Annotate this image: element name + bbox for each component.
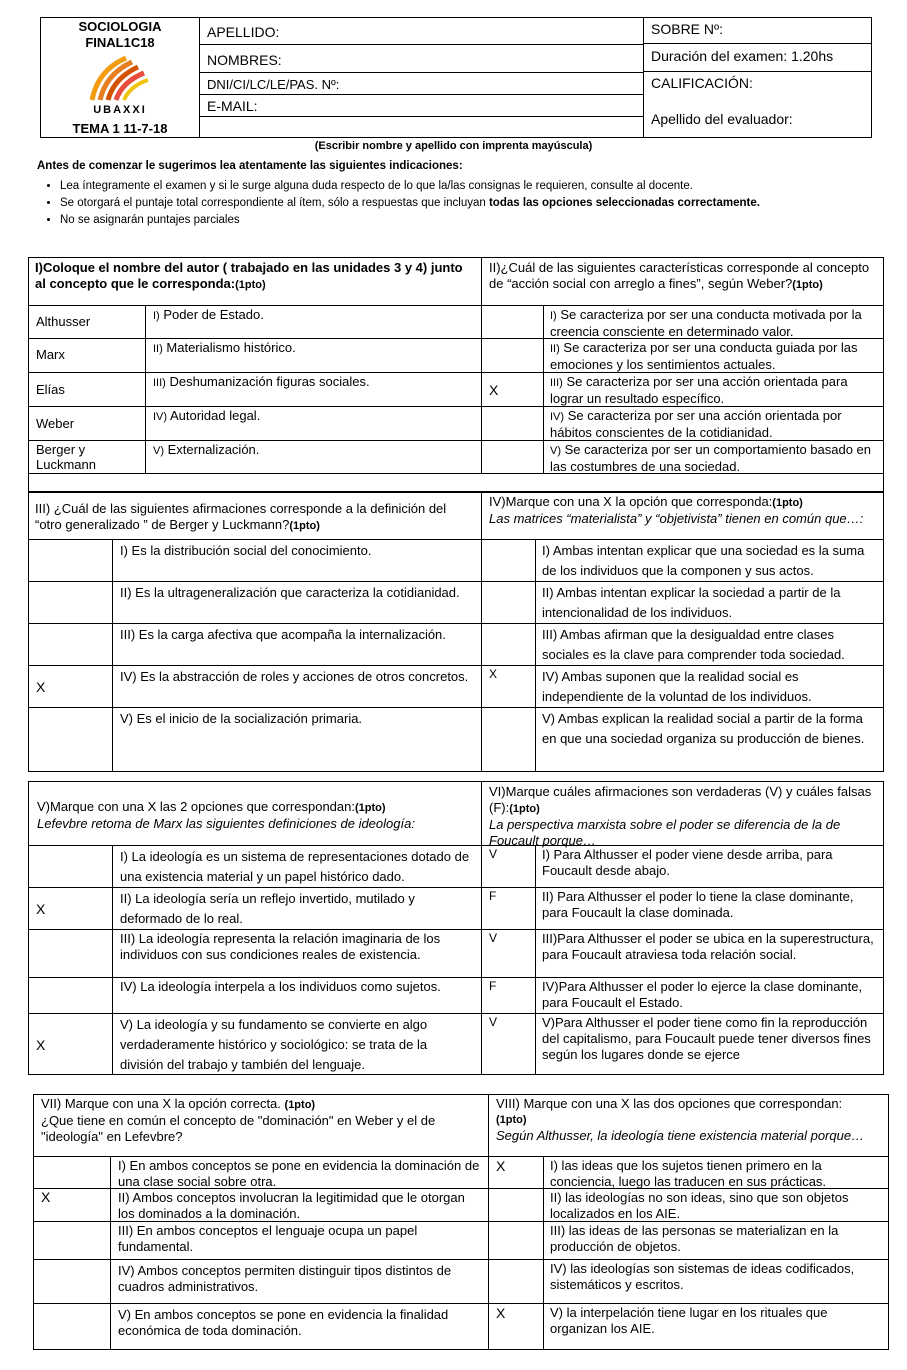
instructions-title: Antes de comenzar le sugerimos lea atentamente las siguientes indicaciones: [37,160,463,172]
section-1-2-divider [481,257,482,474]
email-field[interactable] [200,95,644,117]
q1-author-field[interactable]: Marx [36,347,65,362]
q7-option: II) Ambos conceptos involucran la legitimidad que le otorgan los dominados a la dominación. [118,1190,465,1221]
q3-option: V) Es el inicio de la socialización primaria. [120,711,363,726]
q2-option: V) Se caracteriza por ser un comportamiento basado en las costumbres de una sociedad. [550,442,872,474]
q3-title: III) ¿Cuál de las siguientes afirmaciones corresponde a la definición del “otro generalizado ” de Berger y Luckmann?(1pto) [35,501,447,532]
q6-title: VI)Marque cuáles afirmaciones son verdaderas (V) y cuáles falsas (F):(1pto) La perspectiva marxista sobre el poder se diferencia de la de Foucault porque… [489,784,872,848]
section-3-4-divider [481,492,482,772]
q8-option: I) las ideas que los sujetos tienen primero en la conciencia, luego las traducen en sus prácticas. [550,1158,827,1189]
q6-mark-cell[interactable]: V [489,1015,498,1029]
header-tema: TEMA 1 11-7-18 [72,121,168,136]
q5-option: III) La ideología representa la relación imaginaria de los individuos con sus condiciones reales de existencia. [120,931,441,962]
q7-col-line [110,1156,111,1350]
section-7-8-divider [488,1094,489,1350]
q3-option: I) Es la distribución social del conocimiento. [120,543,372,558]
q6-option: I) Para Althusser el poder viene desde arriba, para Foucault desde abajo. [542,847,833,878]
q3-option: III) Es la carga afectiva que acompaña la internalización. [120,627,446,642]
q1-author-field[interactable]: Berger y Luckmann [36,442,96,472]
q5-col-line [112,845,113,1075]
duracion-label: Duración del examen: 1.20hs [651,48,834,64]
q6-option: V)Para Althusser el poder tiene como fin la reproducción del capitalismo, para Foucault puede tener diversos fines según los lugares donde se ejerce [542,1015,871,1062]
q1-concept: II) Materialismo histórico. [153,340,296,355]
q1-author-field[interactable]: Weber [36,416,75,431]
q2-option: II) Se caracteriza por ser una conducta guiada por las emociones y los sentimientos actuales. [550,340,858,372]
q3-mark-cell[interactable]: X [36,679,46,695]
q3-option: IV) Es la abstracción de roles y acciones de otros concretos. [120,669,469,684]
q4-option: I) Ambas intentan explicar que una sociedad es la suma de los individuos que la componen y sus actos. [542,543,865,578]
logo-text: UBAXXI [93,104,147,116]
q4-col-line [535,539,536,772]
q6-mark-cell[interactable]: V [489,847,498,861]
q5-mark-cell[interactable]: X [36,901,46,917]
q7-title: VII) Marque con una X la opción correcta. (1pto) ¿Que tiene en común el concepto de "dominación" en Weber y el de "ideología" en Lefevbre? [41,1096,436,1144]
q8-option: V) la interpelación tiene lugar en los rituales que organizan los AIE. [550,1305,828,1336]
email-label: E-MAIL: [207,98,258,114]
q5-option: II) La ideología sería un reflejo invertido, mutilado y deformado de lo real. [120,891,415,926]
q6-option: II) Para Althusser el poder lo tiene la clase dominante, para Foucault la clase dominada. [542,889,854,920]
q6-option: III)Para Althusser el poder se ubica en la superestructura, para Foucault atraviesa toda relación social. [542,931,874,962]
q4-option: III) Ambas afirman que la desigualdad entre clases sociales es la clave para comprender toda sociedad. [542,627,845,662]
q2-title: II)¿Cuál de las siguientes características corresponde al concepto de “acción social con arreglo a fines”, según Weber?(1pto) [489,260,870,291]
dni-label: DNI/CI/LC/LE/PAS. Nº: [207,77,340,92]
q7-mark-cell[interactable]: X [41,1189,51,1205]
instructions-list [42,178,862,229]
q2-option: III) Se caracteriza por ser una acción orientada para lograr un resultado específico. [550,374,848,406]
q8-mark-cell[interactable]: X [496,1158,506,1174]
q6-mark-cell[interactable]: V [489,931,498,945]
q8-option: IV) las ideologías son sistemas de ideas codificados, sistemáticos y escritos. [550,1261,855,1292]
q1-author-field[interactable]: Althusser [36,314,91,329]
q7-option: V) En ambos conceptos se pone en evidencia la finalidad económica de toda dominación. [118,1307,449,1338]
q8-mark-cell[interactable]: X [496,1305,506,1321]
name-note: (Escribir nombre y apellido con imprenta mayúscula) [314,140,593,152]
q1-title: I)Coloque el nombre del autor ( trabajado en las unidades 3 y 4) junto al concepto que le corresponda:(1pto) [35,260,463,291]
q1-concept: V) Externalización. [153,442,260,457]
q2-option: I) Se caracteriza por ser una conducta motivada por la creencia consciente en determinado valor. [550,307,862,339]
header-subject: SOCIOLOGIA [78,19,162,34]
q4-option: IV) Ambas suponen que la realidad social es independiente de la voluntad de los individuos. [542,669,812,704]
q2-option: IV) Se caracteriza por ser una acción orientada por hábitos conscientes de la cotidianidad. [550,408,842,440]
q5-option: I) La ideología es un sistema de representaciones dotado de una existencia material y un papel histórico dado. [120,849,470,884]
q8-option: II) las ideologías no son ideas, sino que son objetos localizados en los AIE. [550,1190,849,1221]
section-5-6-divider [481,781,482,1075]
q6-mark-cell[interactable]: F [489,979,497,993]
q3-col-line [112,539,113,772]
instruction-item: • Lea íntegramente el examen y si le surge alguna duda respecto de lo que la/las consignas le requieren, consulte al docente. [60,178,862,195]
q7-option: I) En ambos conceptos se pone en evidencia la dominación de una clase social sobre otra. [118,1158,480,1189]
ubaxxi-logo [86,52,152,104]
q1-concept: IV) Autoridad legal. [153,408,261,423]
q1-col-line [145,305,146,473]
calificacion-label: CALIFICACIÓN: [651,75,753,91]
q7-option: IV) Ambos conceptos permiten distinguir tipos distintos de cuadros administrativos. [118,1263,452,1294]
q5-mark-cell[interactable]: X [36,1037,46,1053]
q6-option: IV)Para Althusser el poder lo ejerce la clase dominante, para Foucault el Estado. [542,979,863,1010]
q7-option: III) En ambos conceptos el lenguaje ocupa un papel fundamental. [118,1223,418,1254]
q6-col-line [535,845,536,1075]
q1-concept: I) Poder de Estado. [153,307,264,322]
q5-option: IV) La ideología interpela a los individuos como sujetos. [120,979,441,994]
instruction-item: • Se otorgará el puntaje total correspondiente al ítem, sólo a respuestas que incluyan todas las opciones seleccionadas correctamente. [60,195,862,212]
instruction-item: • No se asignarán puntajes parciales [60,212,862,229]
sobre-label: SOBRE Nº: [651,21,724,37]
q5-option: V) La ideología y su fundamento se convierte en algo verdaderamente histórico y sociológico: se trata de la división del trabajo y también del lenguaje. [120,1017,428,1072]
q1-author-field[interactable]: Elías [36,382,65,397]
evaluador-label: Apellido del evaluador: [651,111,793,127]
q4-option: V) Ambas explican la realidad social a partir de la forma en que una sociedad organiza su producción de bienes. [542,711,865,746]
q6-mark-cell[interactable]: F [489,889,497,903]
q8-title: VIII) Marque con una X las dos opciones que correspondan: (1pto) Según Althusser, la ideología tiene existencia material porque… [496,1096,865,1143]
q3-option: II) Es la ultrageneralización que caracteriza la cotidianidad. [120,585,460,600]
q2-col-line [543,305,544,473]
q2-mark-cell[interactable]: X [489,382,499,398]
header-exam: FINAL1C18 [85,35,155,50]
q1-concept: III) Deshumanización figuras sociales. [153,374,370,389]
q8-option: III) las ideas de las personas se materializan en la producción de objetos. [550,1223,839,1254]
q5-title: V)Marque con una X las 2 opciones que correspondan:(1pto) Lefevbre retoma de Marx las siguientes definiciones de ideología: [37,799,415,831]
q4-mark-cell[interactable]: X [489,667,498,681]
q4-option: II) Ambas intentan explicar la sociedad a partir de la intencionalidad de los individuos. [542,585,841,620]
nombres-label: NOMBRES: [207,52,282,68]
apellido-label: APELLIDO: [207,24,280,40]
q4-title: IV)Marque con una X la opción que corresponda:(1pto) Las matrices “materialista” y “objetivista” tienen en común que…: [489,494,864,526]
q8-col-line [543,1156,544,1350]
